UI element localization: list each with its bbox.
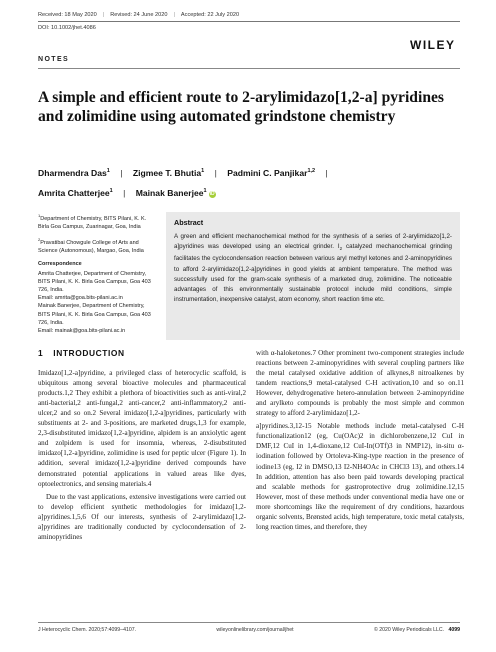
affiliation-1: $^1$Department of Chemistry, BITS Pilani, K. K. Birla Goa Campus, Zuarinagar, Goa, India bbox=[38, 213, 147, 231]
journal-citation: J Heterocyclic Chem. 2020;57:4099–4107. bbox=[38, 627, 137, 633]
intro-paragraph-3: with α-haloketones.7 Other prominent two-component strategies include reactions between 2-aminopyridines with several coupling partners like the metal catalysed oxidative addition of alkynes,8 nitroalkenes by tandem reactions,9 metal-catalysed C-H activation,10 and so on.11 However, dehydrogenative hetero-annulation between 2-aminopyridine and arylketo compounds is probably the most simple and common strategy to afford 2-arylimidazo[1,2- bbox=[256, 349, 464, 418]
article-dates: Received: 18 May 2020 | Revised: 24 June 2020 | Accepted: 22 July 2020 bbox=[38, 12, 460, 22]
doi-link[interactable]: DOI: 10.1002/jhet.4086 bbox=[38, 25, 96, 31]
article-title: A simple and efficient route to 2-arylimidazo[1,2-a] pyridines and zolimidine using automated grindstone chemistry bbox=[38, 89, 444, 125]
orcid-icon[interactable]: iD bbox=[209, 190, 215, 197]
correspondence-2-email[interactable]: Email: mainak@goa.bits-pilani.ac.in bbox=[38, 328, 126, 335]
accepted-date: Accepted: 22 July 2020 bbox=[180, 12, 240, 18]
affiliations-panel bbox=[38, 212, 158, 335]
affiliation-2: $^2$Pravatibai Chowgule College of Arts and Science (Autonomous), Margao, Goa, India bbox=[38, 237, 144, 255]
section-label: NOTES bbox=[38, 56, 70, 63]
page-number: 4099 bbox=[448, 627, 460, 633]
author-name[interactable]: Padmini C. Panjikar bbox=[227, 167, 308, 178]
publisher-logo: WILEY bbox=[410, 38, 456, 52]
correspondence-1: Amrita Chatterjee, Department of Chemistry, BITS Pilani, K. K. Birla Goa Campus, Goa 403 726, India. bbox=[38, 270, 151, 294]
abstract-box bbox=[166, 212, 460, 340]
correspondence-2: Mainak Banerjee, Department of Chemistry, BITS Pilani, K. K. Birla Goa Campus, Goa 403 726, India. bbox=[38, 303, 151, 326]
author-name[interactable]: Mainak Banerjee bbox=[135, 187, 204, 198]
author-list bbox=[38, 162, 460, 202]
author-name[interactable]: Zigmee T. Bhutia bbox=[132, 167, 202, 178]
author-name[interactable]: Amrita Chatterjee bbox=[38, 187, 110, 198]
page-footer bbox=[38, 622, 460, 633]
intro-paragraph-1: Imidazo[1,2-a]pyridine, a privileged class of heterocyclic scaffold, is ubiquitous among several bioactive molecules and pharmaceutical products.1,2 They exhibit a plethora of bioactivities such as anti-viral,2 anti-bacterial,2 anti-fungal,2 anti-cancer,2 anti-inflammatory,2 anti-ulcer,2 and so on.2 Several imidazo[1,2-a]pyridines, particularly with substituents at 2- and 3-positions, are marketed drugs,1,3 for example, 2,3-disubstituted imidazo[1,2-a]pyridine, alpidem is an anxiolytic agent and zolpidem is used for insomnia, whereas, 2-disubstituted imidazo[1,2-a]pyridine, zolimidine is used for peptic ulcer (Figure 1). In addition, several imidazo[1,2-a]pyridine derived compounds have demonstrated potential applications in valued areas like dyes, optoelectronics, and sensing materials.4 bbox=[38, 369, 246, 488]
journal-url[interactable]: wileyonlinelibrary.com/journal/jhet bbox=[216, 627, 294, 633]
correspondence-1-email[interactable]: Email: amrita@goa.bits-pilani.ac.in bbox=[38, 295, 123, 302]
author-name[interactable]: Dharmendra Das bbox=[38, 167, 107, 178]
copyright: © 2020 Wiley Periodicals LLC. 4099 bbox=[373, 627, 460, 633]
body-column-left bbox=[38, 346, 246, 545]
author-line-2: Amrita Chatterjee$^1$ | Mainak Banerjee$^1$ iD bbox=[38, 187, 215, 198]
intro-heading: 1 INTRODUCTION bbox=[38, 348, 125, 358]
revised-date: Revised: 24 June 2020 bbox=[110, 12, 168, 18]
correspondence-heading: Correspondence bbox=[38, 261, 82, 268]
header-divider bbox=[38, 68, 460, 69]
intro-paragraph-4: a]pyridines.3,12-15 Notable methods include metal-catalysed C-H functionalization12 (eg, Cu(OAc)2 in dichlorobenzene,12 CuI in DMF,12 CuI in 1,4-dioxane,12 CuI-In(OTf)3 in NMP12), in-situ α-iodination followed by Ortoleva-King-type reaction in the presence of iodine13 (eg, I2 in DMSO,13 I2-NH4OAc in CHCl3 13), and others.14 In addition, attention has also been paid towards developing practical and scalable methods for gastroprotective drug zolimidine.12,15 However, most of these methods under conventional media have one or more shortcomings like the requirement of dry conditions, hazardous organic solvents, Brønsted acids, high temperature, toxic metal catalysts, long reaction times, and therefore, they bbox=[256, 422, 464, 531]
author-line-1: Dharmendra Das$^1$ | Zigmee T. Bhutia$^1$ | Padmini C. Panjikar$^{1,2}$ | bbox=[38, 167, 328, 178]
abstract-heading: Abstract bbox=[174, 218, 204, 227]
body-column-right bbox=[256, 348, 464, 535]
intro-paragraph-2: Due to the vast applications, extensive investigations were carried out to develop efficient synthetic methodologies for imidazo[1,2-a]pyridines.1,5,6 Of our interests, synthesis of 2-arylimidazo[1,2-a]pyridines are traditionally conducted by cyclocondensation of 2-aminopyridines bbox=[38, 492, 246, 541]
abstract-text: A green and efficient mechanochemical method for the synthesis of a series of 2-arylimidazo[1,2-a]pyridines was developed using an electrical grinder. $I_2$ catalyzed mechanochemical grinding facilitates the cyclocondensation reaction between various aryl methyl ketones and 2-aminopyridines to afford 2-arylimidazo[1,2-a]pyridines in good yields at ambient temperature. The method was successfully used for the gram-scale synthesis of a marketed drug, zolimidine. The noticeable advantages of this environmentally sustainable protocol include mild conditions, simple instrumentation, inexpensive catalyst, atom economy, short reaction time etc. bbox=[174, 233, 452, 303]
article-header bbox=[38, 12, 460, 31]
received-date: Received: 18 May 2020 bbox=[38, 12, 97, 18]
